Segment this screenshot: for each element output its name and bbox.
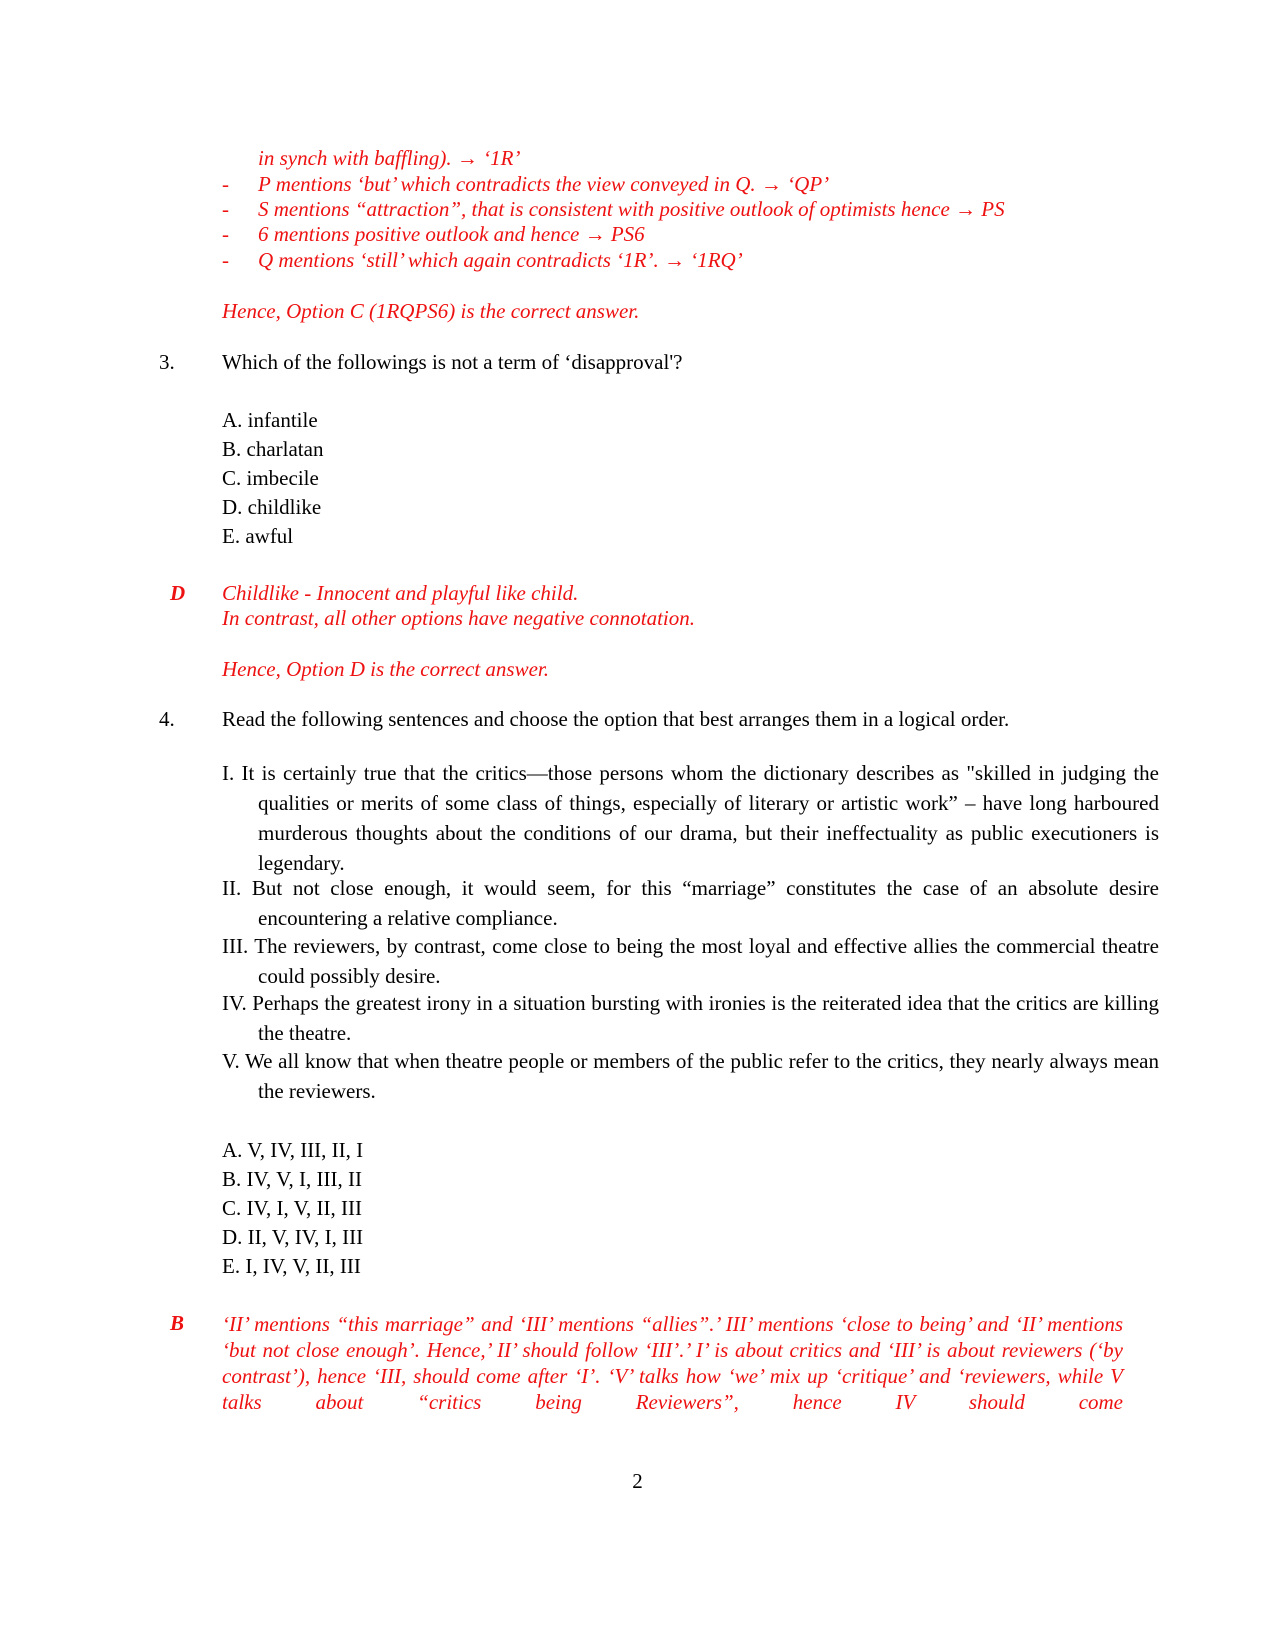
answer-letter: B xyxy=(170,1311,185,1335)
sentence-item: I. It is certainly true that the critics—those persons whom the dictionary describes as "skilled in judging the qualities or merits of some class of things, especially of literary or artistic work” – have long harboured murderous thoughts about the conditions of our drama, but their ineffectuality as public executioners is legendary. xyxy=(222,761,1159,875)
explanation-paragraph: ‘II’ mentions “this marriage” and ‘III’ mentions “allies”.’ III’ mentions ‘close to being’ and ‘II’ mentions ‘but not close enough’. Hence,’ II’ should follow ‘III’.’ I’ is about critics and ‘III’ is about reviewers (‘by contrast’), hence ‘III, should come after ‘I’. ‘V’ talks how ‘we’ mix up ‘critique’ and ‘reviewers, while V talks about “critics being Reviewers”, hence IV should come xyxy=(222,1312,1123,1414)
question-text: Which of the followings is not a term of ‘disapproval'? xyxy=(222,350,683,374)
question-number: 3. xyxy=(159,350,175,374)
answer-letter: D xyxy=(170,581,186,605)
answer-option: A. V, IV, III, II, I xyxy=(222,1138,364,1162)
bullet-text: S mentions “attraction”, that is consistent with positive outlook of optimists hence → PS xyxy=(258,197,1005,221)
sentence-item: II. But not close enough, it would seem, for this “marriage” constitutes the case of an absolute desire encountering a relative compliance. xyxy=(222,876,1159,930)
bullet-mark: - xyxy=(222,222,229,246)
sentence-item: III. The reviewers, by contrast, come close to being the most loyal and effective allies the commercial theatre could possibly desire. xyxy=(222,934,1159,988)
answer-option: D. II, V, IV, I, III xyxy=(222,1225,364,1249)
question-number: 4. xyxy=(159,707,175,731)
continuation-first-line: in synch with baffling). → ‘1R’ xyxy=(258,146,521,170)
answer-option: E. I, IV, V, II, III xyxy=(222,1254,361,1278)
answer-option: A. infantile xyxy=(222,408,318,432)
answer-option: C. IV, I, V, II, III xyxy=(222,1196,362,1220)
continuation-conclusion: Hence, Option C (1RQPS6) is the correct answer. xyxy=(222,299,640,323)
answer-option: C. imbecile xyxy=(222,466,319,490)
bullet-text: P mentions ‘but’ which contradicts the view conveyed in Q. → ‘QP’ xyxy=(258,172,830,196)
answer-conclusion: Hence, Option D is the correct answer. xyxy=(222,657,549,681)
bullet-text: 6 mentions positive outlook and hence → PS6 xyxy=(258,222,645,246)
bullet-mark: - xyxy=(222,197,229,221)
sentence-item: IV. Perhaps the greatest irony in a situation bursting with ironies is the reiterated idea that the critics are killing the theatre. xyxy=(222,991,1159,1045)
answer-option: E. awful xyxy=(222,524,294,548)
explanation-line: Childlike - Innocent and playful like child. xyxy=(222,581,579,605)
page-number: 2 xyxy=(632,1469,643,1493)
bullet-text: Q mentions ‘still’ which again contradicts ‘1R’. → ‘1RQ’ xyxy=(258,248,743,272)
bullet-mark: - xyxy=(222,172,229,196)
bullet-mark: - xyxy=(222,248,229,272)
answer-option: D. childlike xyxy=(222,495,322,519)
question-text: Read the following sentences and choose the option that best arranges them in a logical order. xyxy=(222,707,1010,731)
answer-option: B. IV, V, I, III, II xyxy=(222,1167,362,1191)
sentence-item: V. We all know that when theatre people or members of the public refer to the critics, they nearly always mean the reviewers. xyxy=(222,1049,1159,1103)
explanation-line: In contrast, all other options have negative connotation. xyxy=(222,606,696,630)
answer-option: B. charlatan xyxy=(222,437,324,461)
